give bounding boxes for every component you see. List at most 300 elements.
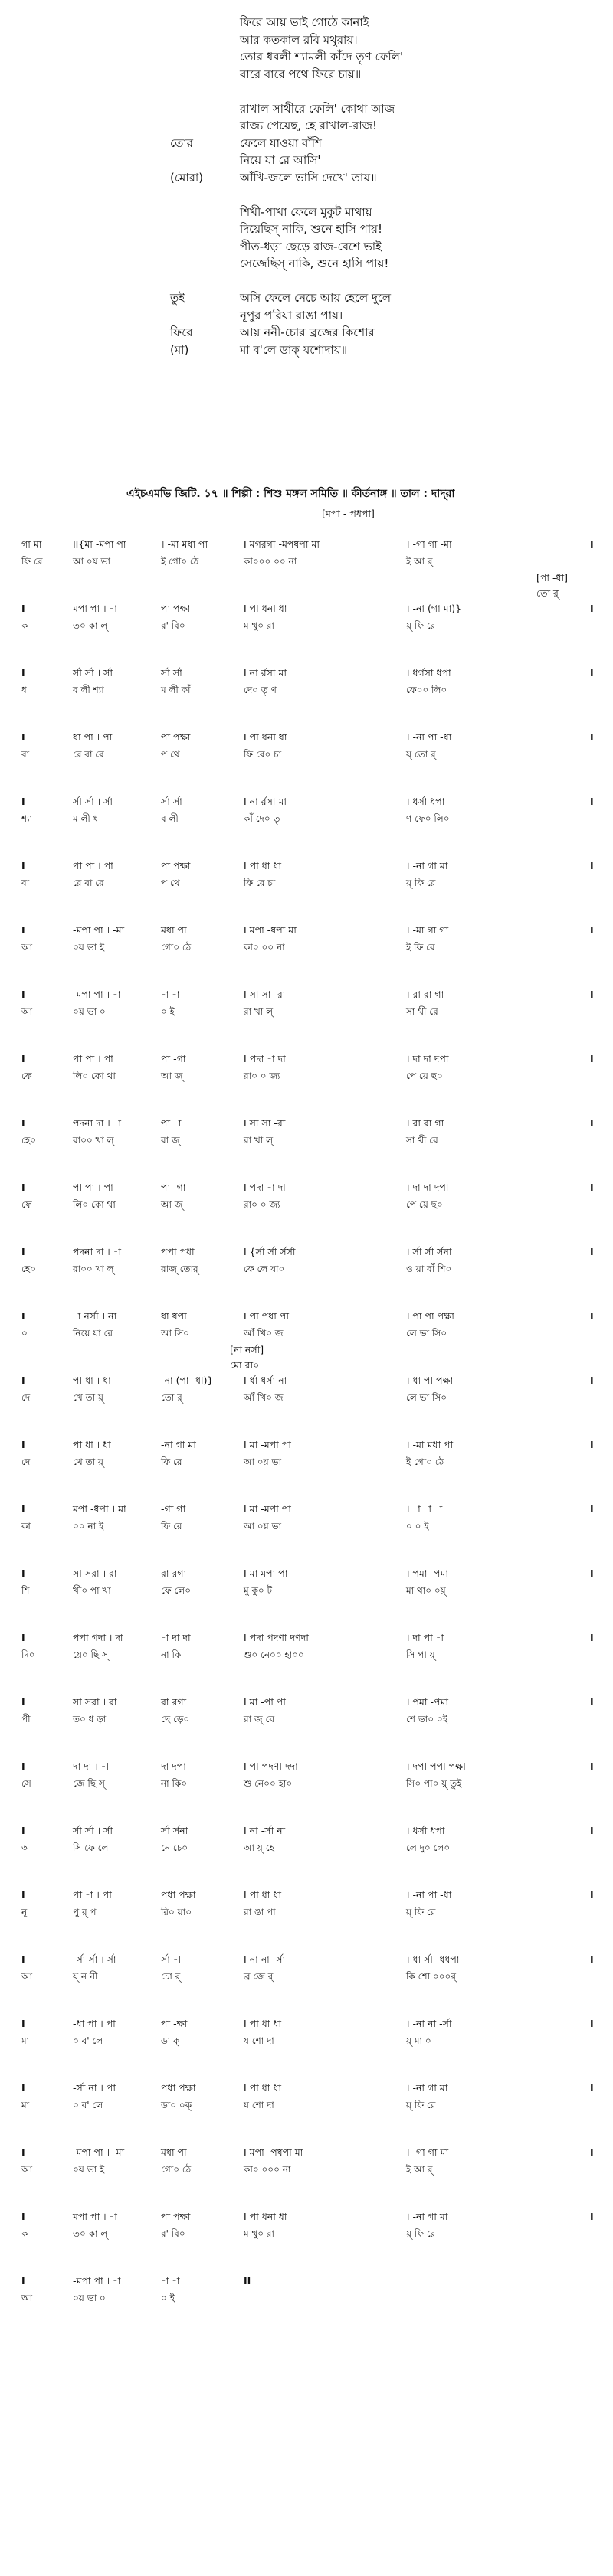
bani-cell: পু র্‌ প — [73, 1907, 97, 1917]
bani-cell: র' বি০ — [161, 2228, 185, 2239]
bani-cell: জে ছি স্‌ — [73, 1778, 105, 1789]
swara-row — [0, 1758, 613, 1775]
bani-cell: রা জ্‌ — [161, 1135, 180, 1146]
lyric-prefix: তোর — [170, 136, 193, 150]
swara-row — [0, 665, 613, 682]
bani-cell: ০ ব' লে — [73, 2035, 103, 2046]
lyric-line — [0, 204, 613, 221]
swara-cell: রা রগা — [161, 1696, 187, 1708]
bani-cell: গো০ ঠে — [161, 2164, 192, 2175]
bani-cell: খে তা য়্‌ — [73, 1392, 103, 1403]
swara-row — [0, 2208, 613, 2225]
swara-cell: । -গা গা -মা — [406, 538, 452, 550]
swara-cell: পধা পক্ষা — [161, 2082, 196, 2094]
swara-cell: I — [21, 1246, 25, 1257]
bani-row — [0, 1260, 613, 1277]
swara-row — [0, 600, 613, 617]
bani-cell: ই গো০ ঠে — [406, 1456, 444, 1467]
bani-cell: আ ০য় ভা — [244, 1456, 281, 1467]
lyric-prefix: তুই — [170, 291, 185, 305]
swara-cell: I — [590, 1568, 594, 1579]
lyric-text: রাখাল সাথীরে ফেলি' কোথা আজ — [240, 101, 395, 116]
lyric-line — [0, 324, 613, 341]
bani-row — [0, 617, 613, 634]
swara-cell: র্সা র্সা । র্সা — [73, 1825, 113, 1836]
swara-cell: ধা পা । পা — [73, 731, 113, 743]
swara-cell: -গা গা — [161, 1503, 186, 1515]
swara-row — [0, 1887, 613, 1904]
swara-cell: I না না -র্সা — [244, 1953, 286, 1965]
swara-row — [0, 536, 613, 553]
recording-meta: এইচএমভি জিটি. ১৭ ॥ শিল্পী : শিশু মঙ্গল সমিতি ॥ কীর্তনাঙ্গ ॥ তাল : দাদ্‌রা — [126, 488, 455, 500]
bani-cell: য়্‌ ফি রে — [406, 2228, 436, 2239]
bani-cell: ফে০০ লি০ — [406, 685, 447, 695]
bani-cell: য়্‌ ফি রে — [406, 1907, 436, 1917]
lyric-text: শিখী-পাখা ফেলে মুকুট মাথায় — [240, 204, 372, 219]
bani-row — [0, 1325, 613, 1342]
swara-cell: মপা পা । -া — [73, 603, 117, 614]
swara-cell: র্সা র্সনা — [161, 1825, 188, 1836]
swara-cell: র্সা -া — [161, 1953, 182, 1965]
bani-cell: খে তা য়্‌ — [73, 1456, 103, 1467]
bani-row — [0, 1646, 613, 1663]
swara-cell: -মপা পা । -া — [73, 989, 121, 1000]
lyric-line — [0, 238, 613, 255]
swara-cell: I সা সা -রা — [244, 989, 286, 1000]
bani-cell: দে — [21, 1456, 31, 1467]
bani-cell: য়ে০ ছি স্‌ — [73, 1649, 109, 1660]
bani-cell: মা — [21, 2100, 30, 2110]
swara-row — [0, 1565, 613, 1582]
swara-cell: I না র্রসা মা — [244, 667, 287, 678]
notation-label: তো র্‌ — [536, 587, 559, 599]
swara-cell: পা -া । পা — [73, 1889, 112, 1901]
bani-cell: ০ ব' লে — [73, 2100, 103, 2110]
lyric-line — [0, 66, 613, 83]
swara-cell: I পদা -া দা — [244, 1053, 286, 1064]
lyric-prefix: (মোরা) — [170, 170, 204, 185]
swara-cell: । -না গা মা — [406, 860, 448, 871]
lyric-line — [0, 83, 613, 100]
swara-cell: II{মা -মপা পা — [73, 538, 126, 550]
swara-cell: । রা রা গা — [406, 1117, 444, 1129]
bani-cell: দে — [21, 1392, 31, 1403]
swara-row — [0, 2015, 613, 2032]
swara-cell: I পা ধনা ধা — [244, 2211, 287, 2222]
swara-cell: -া দা দা — [161, 1632, 191, 1643]
swara-cell: I — [590, 1760, 594, 1772]
swara-cell: I মা -পা পা — [244, 1696, 286, 1708]
swara-cell: পা -গা — [161, 1182, 186, 1193]
bani-row — [0, 1839, 613, 1856]
bani-cell: ম লী ধ — [73, 813, 99, 824]
bani-cell: মা — [21, 2035, 30, 2046]
swara-cell: । দপা পপা পক্ষা — [406, 1760, 466, 1772]
bani-cell: আ জ্‌ — [161, 1199, 183, 1210]
bani-cell: ০য় ভা ০ — [73, 2293, 106, 2303]
bani-cell: ছে ড়ে০ — [161, 1714, 190, 1724]
swara-cell: মধা পা — [161, 2146, 187, 2158]
bani-cell: য শো দা — [244, 2035, 274, 2046]
bani-cell: ম থু০ রা — [244, 620, 274, 631]
swara-cell: র্সা র্সা । র্সা — [73, 667, 113, 678]
swara-row — [0, 1694, 613, 1711]
swara-row — [0, 1501, 613, 1518]
bani-cell: আ — [21, 2164, 32, 2175]
swara-cell: I সা সা -রা — [244, 1117, 286, 1129]
swara-cell: I — [21, 1310, 25, 1322]
bani-cell: রা০০ খা ল্‌ — [73, 1263, 114, 1274]
bani-cell: ম থু০ রা — [244, 2228, 274, 2239]
bani-row — [0, 1453, 613, 1470]
bani-cell: ফি রে — [161, 1456, 182, 1467]
bani-row — [0, 2097, 613, 2113]
bani-cell: ব্র জে র্‌ — [244, 1971, 274, 1982]
lyric-line — [0, 31, 613, 48]
bani-cell: রা০০ খা ল্‌ — [73, 1135, 114, 1146]
swara-cell: -া -া — [161, 2275, 180, 2287]
lyric-line — [0, 342, 613, 358]
bani-row — [0, 2032, 613, 2049]
swara-cell: I পা ধা ধা — [244, 860, 281, 871]
swara-cell: I — [590, 1375, 594, 1386]
swara-cell: I {র্সা র্সা র্সর্সা — [244, 1246, 296, 1257]
bani-row — [0, 1518, 613, 1535]
bani-cell: ক — [21, 2228, 28, 2239]
bani-cell: সা থী রে — [406, 1006, 438, 1017]
swara-cell: II — [244, 2275, 251, 2287]
notation-label: মো রা০ — [230, 1359, 260, 1371]
swara-cell: । -না পা -ধা — [406, 1889, 452, 1901]
swara-cell: I — [21, 2275, 25, 2287]
swara-cell: I — [590, 1953, 594, 1965]
swara-cell: I মা -মপা পা — [244, 1503, 291, 1515]
bani-cell: হে০ — [21, 1135, 36, 1146]
swara-cell: I — [590, 1310, 594, 1322]
swara-cell: । -না (গা মা)} — [406, 603, 462, 614]
swara-cell: I — [21, 1503, 25, 1515]
swara-cell: I — [21, 989, 25, 1000]
swara-cell: I না র্রসা মা — [244, 796, 287, 807]
swara-cell: পপা গদা । দা — [73, 1632, 123, 1643]
bani-cell: ডা০ ০ক্‌ — [161, 2100, 192, 2110]
swara-row — [0, 1179, 613, 1196]
bani-cell: য শো দা — [244, 2100, 274, 2110]
bani-cell: ০য় ভা ই — [73, 942, 105, 953]
swara-cell: I — [21, 2018, 25, 2029]
lyric-text: আয় ননী-চোর ব্রজের কিশোর — [240, 325, 375, 339]
lyric-line — [0, 135, 613, 152]
bani-cell: য়্‌ ফি রে — [406, 2100, 436, 2110]
bani-row — [0, 1132, 613, 1149]
bani-cell: লি০ কো থা — [73, 1199, 116, 1210]
swara-cell: । ধর্সা ধপা — [406, 796, 445, 807]
bani-cell: রে বা রে — [73, 878, 104, 888]
bani-cell: ই আ র্‌ — [406, 2164, 433, 2175]
bani-cell: লে দু০ লে০ — [406, 1842, 451, 1853]
bani-cell: শু০ নে০০ হা০০ — [244, 1649, 304, 1660]
bani-cell: বা — [21, 749, 30, 760]
bani-row — [0, 1582, 613, 1599]
swara-cell: I — [590, 1182, 594, 1193]
lyric-line — [0, 307, 613, 324]
bani-cell: ফে — [21, 1071, 32, 1081]
lyric-line — [0, 273, 613, 289]
bani-cell: ত০ কা ল্‌ — [73, 2228, 108, 2239]
swara-cell: I র্ধা ধর্সা না — [244, 1375, 287, 1386]
bani-cell: শে ভা০ ০ই — [406, 1714, 447, 1724]
bani-cell: ই ফি রে — [406, 942, 435, 953]
swara-cell: I — [590, 1503, 594, 1515]
swara-cell: র্সা র্সা — [161, 796, 182, 807]
swara-row — [0, 1437, 613, 1453]
swara-cell: I পা ধনা ধা — [244, 731, 287, 743]
bani-cell: ফে লে যা০ — [244, 1263, 285, 1274]
lyric-text: পীত-ধড়া ছেড়ে রাজ-বেশে ভাই — [240, 239, 382, 253]
bani-row — [0, 874, 613, 891]
lyric-line — [0, 48, 613, 65]
lyric-text: নিয়ে যা রে আসি' — [240, 153, 321, 167]
swara-cell: । -গা গা মা — [406, 2146, 449, 2158]
swara-cell: -মপা পা । -মা — [73, 2146, 125, 2158]
bani-cell: রা খা ল্‌ — [244, 1135, 274, 1146]
swara-cell: । দা দা দপা — [406, 1053, 449, 1064]
bani-cell: তো র্‌ — [161, 1392, 182, 1403]
bani-row — [0, 1067, 613, 1084]
bani-cell: আ সি০ — [161, 1328, 189, 1339]
swara-cell: I পা পধা পা — [244, 1310, 289, 1322]
swara-cell: I — [21, 2082, 25, 2094]
bani-cell: খী০ পা খা — [73, 1585, 111, 1596]
swara-cell: পা পক্ষা — [161, 731, 191, 743]
bani-cell: ০ ই — [161, 1006, 175, 1017]
notation-label: [মপা - পধপা] — [322, 508, 375, 519]
swara-cell: -মপা পা । -া — [73, 2275, 121, 2287]
lyric-text: দিয়েছিস্‌ নাকি, শুনে হাসি পায়! — [240, 222, 382, 236]
bani-cell: পী — [21, 1714, 31, 1724]
swara-row — [0, 1308, 613, 1325]
swara-cell: I — [590, 603, 594, 614]
swara-cell: -না গা মা — [161, 1439, 196, 1450]
bani-cell: য়্‌ ফি রে — [406, 620, 436, 631]
swara-cell: I পদা পদণা দণদা — [244, 1632, 309, 1643]
bani-cell: কা০০০ ০০ না — [244, 556, 297, 567]
swara-cell: I — [21, 1117, 25, 1129]
bani-cell: শি — [21, 1585, 30, 1596]
bani-cell: আ — [21, 2293, 32, 2303]
bani-cell: সা থী রে — [406, 1135, 438, 1146]
bani-cell: রা খা ল্‌ — [244, 1006, 274, 1017]
swara-cell: I — [590, 1632, 594, 1643]
bani-cell: আ ০য় ভা — [244, 1521, 281, 1532]
bani-cell: চো র্‌ — [161, 1971, 181, 1982]
bani-cell: আঁ খি০ জ — [244, 1392, 284, 1403]
bani-row — [0, 1711, 613, 1728]
bani-cell: হে০ — [21, 1263, 36, 1274]
swara-cell: I মপা -পধপা মা — [244, 2146, 303, 2158]
swara-row — [0, 1051, 613, 1067]
bani-row — [0, 2290, 613, 2306]
bani-cell: নিয়ে যা রে — [73, 1328, 113, 1339]
swara-cell: I — [21, 1953, 25, 1965]
swara-cell: I — [590, 1696, 594, 1708]
swara-cell: । রা রা গা — [406, 989, 444, 1000]
swara-cell: I না -র্সা না — [244, 1825, 286, 1836]
swara-cell: পা -া — [161, 1117, 182, 1129]
swara-cell: । দা পা -া — [406, 1632, 444, 1643]
bani-cell: প থে — [161, 878, 180, 888]
bani-cell: গো০ ঠে — [161, 942, 192, 953]
swara-cell: র্সা র্সা । র্সা — [73, 796, 113, 807]
swara-cell: গা মা — [21, 538, 42, 550]
swara-row — [0, 2273, 613, 2290]
swara-cell: I — [21, 1632, 25, 1643]
swara-cell: I — [590, 1053, 594, 1064]
swara-cell: মপা পা । -া — [73, 2211, 117, 2222]
swara-cell: । পমা -পমা — [406, 1568, 449, 1579]
bani-row — [0, 2161, 613, 2178]
swara-cell: পা পক্ষা — [161, 2211, 191, 2222]
bani-cell: রা০ ০ জ্য — [244, 1071, 280, 1081]
bani-row — [0, 1904, 613, 1921]
swara-cell: পা পা । পা — [73, 1182, 113, 1193]
bani-cell: ফে — [21, 1199, 32, 1210]
bani-row — [0, 1003, 613, 1020]
swara-cell: I — [21, 1760, 25, 1772]
swara-cell: । র্সা র্সা র্সনা — [406, 1246, 452, 1257]
swara-cell: I — [21, 796, 25, 807]
lyric-text: আর কতকাল রবি মথুরায়। — [240, 32, 358, 47]
swara-row — [0, 1822, 613, 1839]
bani-cell: ০ ই — [161, 2293, 175, 2303]
bani-cell: রা০ ০ জ্য — [244, 1199, 280, 1210]
swara-cell: পা ধা । ধা — [73, 1375, 111, 1386]
bani-row — [0, 1775, 613, 1792]
bani-cell: ফি রে০ চা — [244, 749, 282, 760]
bani-cell: কা০ ০০০ না — [244, 2164, 291, 2175]
bani-cell: য়্‌ ফি রে — [406, 878, 436, 888]
bani-cell: রাজ্‌ তোর্‌ — [161, 1263, 198, 1274]
swara-cell: I — [590, 2018, 594, 2029]
bani-cell: ই আ র্‌ — [406, 556, 433, 567]
swara-row — [0, 858, 613, 874]
lyric-line — [0, 169, 613, 186]
swara-cell: পদনা দা । -া — [73, 1246, 122, 1257]
bani-cell: ফে লে০ — [161, 1585, 192, 1596]
bani-cell: লি০ কো থা — [73, 1071, 116, 1081]
bani-cell: শু নে০০ হা০ — [244, 1778, 293, 1789]
bani-cell: সি ফে লে — [73, 1842, 109, 1853]
bani-cell: আ — [21, 942, 32, 953]
swara-cell: I — [590, 860, 594, 871]
bani-cell: ফি রে — [161, 1521, 182, 1532]
bani-cell: ফি রে — [21, 556, 43, 567]
notation-label: [পা -ধা] — [536, 572, 568, 584]
lyric-line — [0, 152, 613, 168]
swara-cell: র্সা র্সা — [161, 667, 182, 678]
bani-cell: ০য় ভা ই — [73, 2164, 105, 2175]
swara-cell: -া নর্সা । না — [73, 1310, 117, 1322]
bani-cell: মু কু০ ট — [244, 1585, 273, 1596]
swara-cell: । ধর্সা ধপা — [406, 1825, 445, 1836]
swara-row — [0, 793, 613, 810]
bani-cell: ক — [21, 620, 28, 631]
swara-cell: I — [590, 667, 594, 678]
swara-cell: । -না গা মা — [406, 2082, 448, 2094]
bani-cell: ফি রে চা — [244, 878, 276, 888]
lyric-line — [0, 14, 613, 31]
swara-cell: I — [21, 1696, 25, 1708]
bani-cell: ই গো০ ঠে — [161, 556, 199, 567]
bani-cell: র' বি০ — [161, 620, 185, 631]
lyric-text: ফেলে যাওয়া বাঁশি — [240, 136, 322, 150]
bani-cell: ব লী শ্যা — [73, 685, 104, 695]
bani-cell: দি০ — [21, 1649, 35, 1660]
swara-cell: রা রগা — [161, 1568, 187, 1579]
swara-row — [0, 922, 613, 939]
swara-row — [0, 1115, 613, 1132]
swara-cell: ধা ধপা — [161, 1310, 187, 1322]
swara-row — [0, 1630, 613, 1646]
swara-cell: পা পক্ষা — [161, 860, 191, 871]
swara-cell: I — [590, 731, 594, 743]
swara-cell: পপা পধা — [161, 1246, 195, 1257]
bani-cell: কাঁ দে০ তৃ — [244, 813, 280, 824]
bani-cell: রা ঙা পা — [244, 1907, 276, 1917]
bani-row — [0, 2225, 613, 2242]
bani-cell: আঁ খি০ জ — [244, 1328, 284, 1339]
lyric-line — [0, 100, 613, 117]
bani-cell: আ — [21, 1006, 32, 1017]
swara-cell: I — [21, 2211, 25, 2222]
swara-cell: -র্সা না । পা — [73, 2082, 116, 2094]
lyric-line — [0, 221, 613, 237]
lyric-text: অসি ফেলে নেচে আয় হেলে দুলে — [240, 291, 392, 305]
swara-cell: I মপা -ধপা মা — [244, 924, 297, 936]
swara-cell: I — [590, 538, 594, 550]
swara-cell: । ধা র্সা -ধধপা — [406, 1953, 460, 1965]
swara-cell: I — [21, 1375, 25, 1386]
swara-cell: পা -গা — [161, 1053, 186, 1064]
bani-cell: পে য়ে ছ০ — [406, 1199, 443, 1210]
bani-cell: কা০ ০০ না — [244, 942, 285, 953]
swara-cell: I — [21, 2146, 25, 2158]
bani-cell: ধ — [21, 685, 27, 695]
swara-cell: I — [590, 924, 594, 936]
bani-row — [0, 1196, 613, 1213]
swara-cell: দা দা । -া — [73, 1760, 110, 1772]
swara-cell: মপা -ধপা । মা — [73, 1503, 126, 1515]
lyric-line — [0, 186, 613, 203]
swara-cell: I পদা -া দা — [244, 1182, 286, 1193]
swara-cell: । -া -া -া — [406, 1503, 443, 1515]
lyric-text: সেজেছিস্‌ নাকি, শুনে হাসি পায়! — [240, 257, 389, 270]
lyric-text: ফিরে আয় ভাই গোঠে কানাই — [240, 15, 369, 29]
bani-cell: কা — [21, 1521, 31, 1532]
bani-row — [0, 682, 613, 698]
bani-row — [0, 553, 613, 570]
bani-cell: অ — [21, 1842, 30, 1853]
bani-cell: ণ ফে০ লি০ — [406, 813, 450, 824]
bani-cell: ০ ০ ই — [406, 1521, 429, 1532]
bani-cell: রা জ্‌ বে — [244, 1714, 275, 1724]
bani-cell: সি০ পা০ য়্‌ তুই — [406, 1778, 462, 1789]
bani-cell: লে ভা সি০ — [406, 1328, 447, 1339]
lyric-line — [0, 289, 613, 306]
swara-row — [0, 2144, 613, 2161]
lyric-prefix: ফিরে — [170, 325, 193, 339]
bani-cell: রে বা রে — [73, 749, 104, 760]
